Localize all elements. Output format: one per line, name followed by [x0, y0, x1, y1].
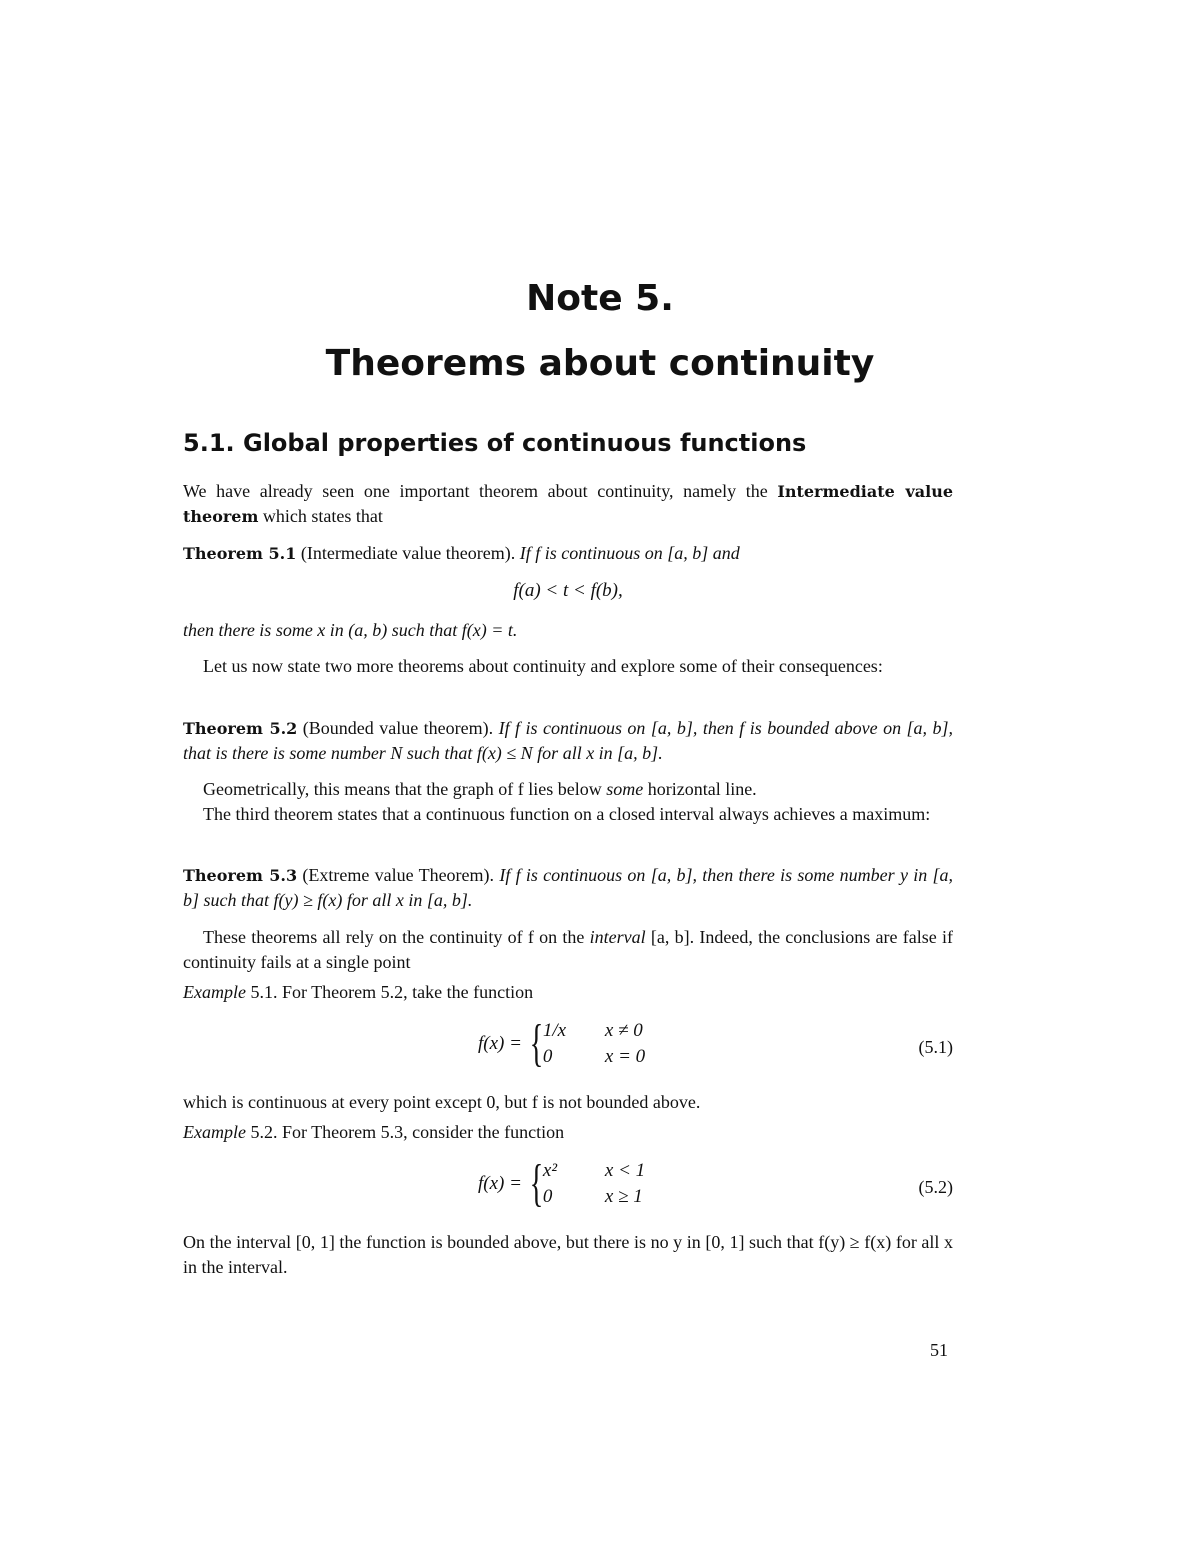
- theorem-5-1: [183, 541, 953, 566]
- intro-text-end: which states that: [258, 506, 383, 526]
- equation-5-1: [478, 1015, 646, 1072]
- theorem-5-1-label: Theorem 5.1: [183, 544, 297, 563]
- equation-5-1-case1-value: 1/x: [542, 1020, 567, 1041]
- note-title: Note 5.: [526, 278, 674, 319]
- example-5-1-followup: which is continuous at every point except 0, but f is not bounded above.: [183, 1092, 701, 1112]
- rely-after: [a, b]. Indeed, the conclusions are false if continuity fails at a single point: [183, 927, 953, 972]
- equation-5-2-case2-condition: x ≥ 1: [604, 1186, 643, 1207]
- equation-5-1-cases: [543, 1019, 645, 1069]
- theorem-5-1-display: f(a) < t < f(b),: [513, 580, 623, 601]
- example-5-1-number: 5.1.: [250, 982, 278, 1002]
- example-5-1-label: Example: [183, 982, 246, 1002]
- equation-5-1-case1-condition: x ≠ 0: [604, 1020, 643, 1041]
- section-title: 5.1. Global properties of continuous functions: [183, 429, 807, 457]
- paragraph-geometric: [183, 777, 953, 802]
- theorem-5-1-statement: If f is continuous on [a, b] and: [519, 543, 740, 563]
- geometric-before: Geometrically, this means that the graph of f lies below: [203, 779, 607, 799]
- left-brace-icon: {: [529, 1155, 544, 1212]
- example-5-2-text: For Theorem 5.3, consider the function: [281, 1122, 565, 1142]
- geometric-after: horizontal line.: [643, 779, 757, 799]
- equation-5-2-cases: [543, 1159, 645, 1209]
- theorem-5-2-name: (Bounded value theorem).: [302, 718, 494, 738]
- example-5-1-intro: [183, 980, 953, 1005]
- theorem-5-1-conclusion: then there is some x in (a, b) such that f(x) = t.: [183, 620, 518, 640]
- theorem-5-3: [183, 863, 953, 913]
- intro-bold-term: Intermediate value theorem: [183, 482, 954, 526]
- page-number: 51: [930, 1340, 948, 1360]
- equation-5-1-case2-condition: x = 0: [604, 1046, 646, 1067]
- equation-5-2-number: (5.2): [918, 1177, 953, 1197]
- example-5-2-followup: On the interval [0, 1] the function is bounded above, but there is no y in [0, 1] such that f(y) ≥ f(x) for all x in the interval.: [183, 1232, 953, 1277]
- example-5-1-text: For Theorem 5.2, take the function: [281, 982, 534, 1002]
- geometric-emph: some: [606, 779, 644, 799]
- example-5-2-number: 5.2.: [250, 1122, 278, 1142]
- equation-5-1-case2-value: 0: [542, 1046, 553, 1067]
- intro-paragraph: [183, 479, 953, 529]
- paragraph-third-theorem: The third theorem states that a continuous function on a closed interval always achieves a maximum:: [203, 804, 931, 824]
- example-5-2-label: Example: [183, 1122, 246, 1142]
- left-brace-icon: {: [529, 1015, 544, 1072]
- theorem-5-3-statement: If f is continuous on [a, b], then there is some number y in [a, b] such that f(y) ≥ f(x) for all x in [a, b].: [183, 865, 953, 910]
- equation-5-2: [478, 1155, 646, 1212]
- paragraph-theorems-rely: [183, 925, 953, 975]
- intro-text: We have already seen one important theorem about continuity, namely the: [183, 481, 778, 501]
- equation-5-1-lhs: f(x) =: [478, 1033, 522, 1054]
- equation-5-2-case2-value: 0: [542, 1186, 553, 1207]
- rely-emph: interval: [589, 927, 646, 947]
- theorem-5-2-label: Theorem 5.2: [183, 719, 298, 738]
- theorem-5-3-name: (Extreme value Theorem).: [302, 865, 495, 885]
- chapter-title: Theorems about continuity: [325, 343, 875, 384]
- equation-5-2-case1-condition: x < 1: [604, 1160, 646, 1181]
- equation-5-2-lhs: f(x) =: [478, 1173, 522, 1194]
- paragraph-two-more-theorems: Let us now state two more theorems about continuity and explore some of their consequences:: [203, 656, 883, 676]
- theorem-5-2-statement: If f is continuous on [a, b], then f is bounded above on [a, b], that is there is some number N such that f(x) ≤ N for all x in [a, b].: [183, 718, 954, 763]
- equation-5-1-number: (5.1): [918, 1037, 953, 1057]
- example-5-2-intro: [183, 1120, 953, 1145]
- rely-before: These theorems all rely on the continuity of f on the: [203, 927, 590, 947]
- equation-5-2-case1-value: x²: [542, 1160, 558, 1181]
- theorem-5-3-label: Theorem 5.3: [183, 866, 298, 885]
- theorem-5-1-name: (Intermediate value theorem).: [300, 543, 516, 563]
- theorem-5-2: [183, 716, 953, 766]
